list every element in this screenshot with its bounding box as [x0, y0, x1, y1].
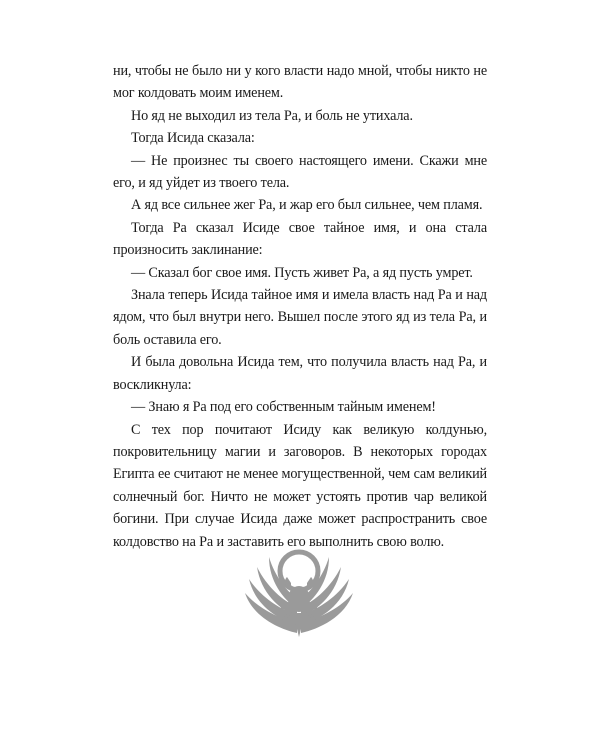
paragraph: Но яд не выходил из тела Ра, и боль не утихала.: [131, 107, 413, 124]
paragraph: С тех пор почитают Исиду как великую колдунью, покровительницу магии и заговоров. В некоторых городах Египта ее считают не менее могущественной, чем сам великий солнечный бог. Ничто не может устоять против чар великой богини. При случае Исида даже может распространить свое колдовство на Ра и заставить его выполнить свою волю.: [113, 421, 487, 550]
paragraph-continuation: ни, чтобы не было ни у кого власти надо мной, чтобы никто не мог колдовать моим именем.: [113, 63, 487, 102]
dialogue-line: — Знаю я Ра под его собственным тайным именем!: [131, 399, 436, 416]
paragraph: А яд все сильнее жег Ра, и жар его был сильнее, чем пламя.: [131, 197, 483, 214]
body-text: [113, 60, 487, 553]
dialogue-line: — Сказал бог свое имя. Пусть живет Ра, а яд пусть умрет.: [131, 264, 473, 281]
paragraph: Тогда Исида сказала:: [131, 130, 255, 147]
paragraph: И была довольна Исида тем, что получила власть над Ра, и воскликнула:: [113, 354, 487, 393]
dialogue-line: — Не произнес ты своего настоящего имени. Скажи мне его, и яд уйдет из твоего тела.: [113, 152, 487, 192]
winged-scarab-icon: [239, 541, 359, 643]
paragraph: Знала теперь Исида тайное имя и имела власть над Ра и над ядом, что был внутри него. Вышел после этого яд из тела Ра, и боль оставила его.: [113, 287, 487, 348]
paragraph: Тогда Ра сказал Исиде свое тайное имя, и она стала произносить заклинание:: [113, 219, 487, 259]
